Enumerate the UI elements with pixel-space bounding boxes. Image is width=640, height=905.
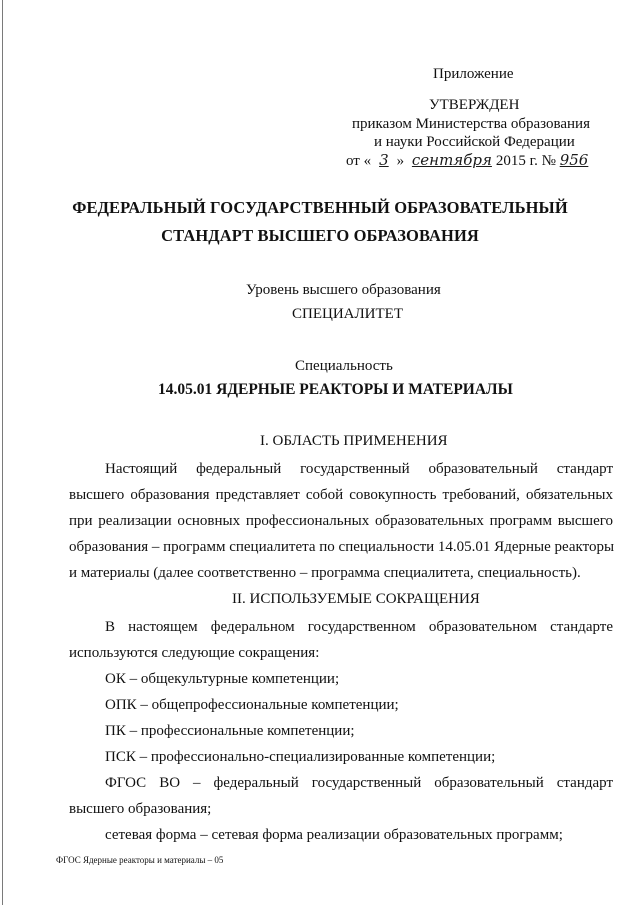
page-footer: ФГОС Ядерные реакторы и материалы – 05: [56, 855, 224, 865]
specialty-label: Специальность: [295, 358, 393, 374]
section-2-intro-line-2: используются следующие сокращения:: [69, 645, 320, 661]
scan-edge: [2, 0, 3, 905]
order-number: 956: [559, 151, 589, 169]
abbrev-fgos-line-2: высшего образования;: [69, 801, 212, 817]
level-value: СПЕЦИАЛИТЕТ: [292, 306, 403, 322]
date-year: 2015 г. №: [495, 153, 556, 169]
date-month: сентября: [411, 151, 492, 169]
section-1-line-4: образования – программ специалитета по специальности 14.05.01 Ядерные реакторы: [69, 539, 615, 555]
abbrev-fgos-line-1: ФГОС ВО – федеральный государственный образовательный стандарт: [105, 775, 613, 791]
section-1-line-2: высшего образования представляет собой совокупность требований, обязательных: [69, 487, 613, 503]
date-prefix: от «: [346, 153, 372, 169]
abbrev-item-pk: ПК – профессиональные компетенции;: [105, 723, 355, 739]
document-title-line-2: СТАНДАРТ ВЫСШЕГО ОБРАЗОВАНИЯ: [161, 226, 479, 245]
order-date-line: [346, 151, 588, 170]
section-1-line-1: Настоящий федеральный государственный образовательный стандарт: [105, 461, 613, 477]
order-line-1: приказом Министерства образования: [352, 116, 590, 132]
approved-label: УТВЕРЖДЕН: [429, 97, 520, 113]
abbrev-network-form: сетевая форма – сетевая форма реализации образовательных программ;: [105, 827, 563, 843]
date-day: 3: [379, 151, 389, 169]
section-1-line-3: при реализации основных профессиональных образовательных программ высшего: [69, 513, 613, 529]
abbrev-item-psk: ПСК – профессионально-специализированные компетенции;: [105, 749, 496, 765]
order-line-2: и науки Российской Федерации: [374, 134, 575, 150]
section-2-heading: II. ИСПОЛЬЗУЕМЫЕ СОКРАЩЕНИЯ: [232, 591, 480, 607]
section-2-intro-line-1: В настоящем федеральном государственном образовательном стандарте: [105, 619, 613, 635]
abbrev-item-opk: ОПК – общепрофессиональные компетенции;: [105, 697, 399, 713]
section-1-line-5: и материалы (далее соответственно – программа специалитета, специальность).: [69, 565, 581, 581]
abbrev-item-ok: ОК – общекультурные компетенции;: [105, 671, 340, 687]
level-label: Уровень высшего образования: [246, 282, 441, 298]
section-1-heading: I. ОБЛАСТЬ ПРИМЕНЕНИЯ: [260, 433, 448, 449]
document-title-line-1: ФЕДЕРАЛЬНЫЙ ГОСУДАРСТВЕННЫЙ ОБРАЗОВАТЕЛЬНЫЙ: [72, 198, 568, 217]
specialty-value: 14.05.01 ЯДЕРНЫЕ РЕАКТОРЫ И МАТЕРИАЛЫ: [158, 381, 513, 398]
appendix-label: Приложение: [433, 66, 514, 82]
date-mid: »: [396, 153, 405, 169]
